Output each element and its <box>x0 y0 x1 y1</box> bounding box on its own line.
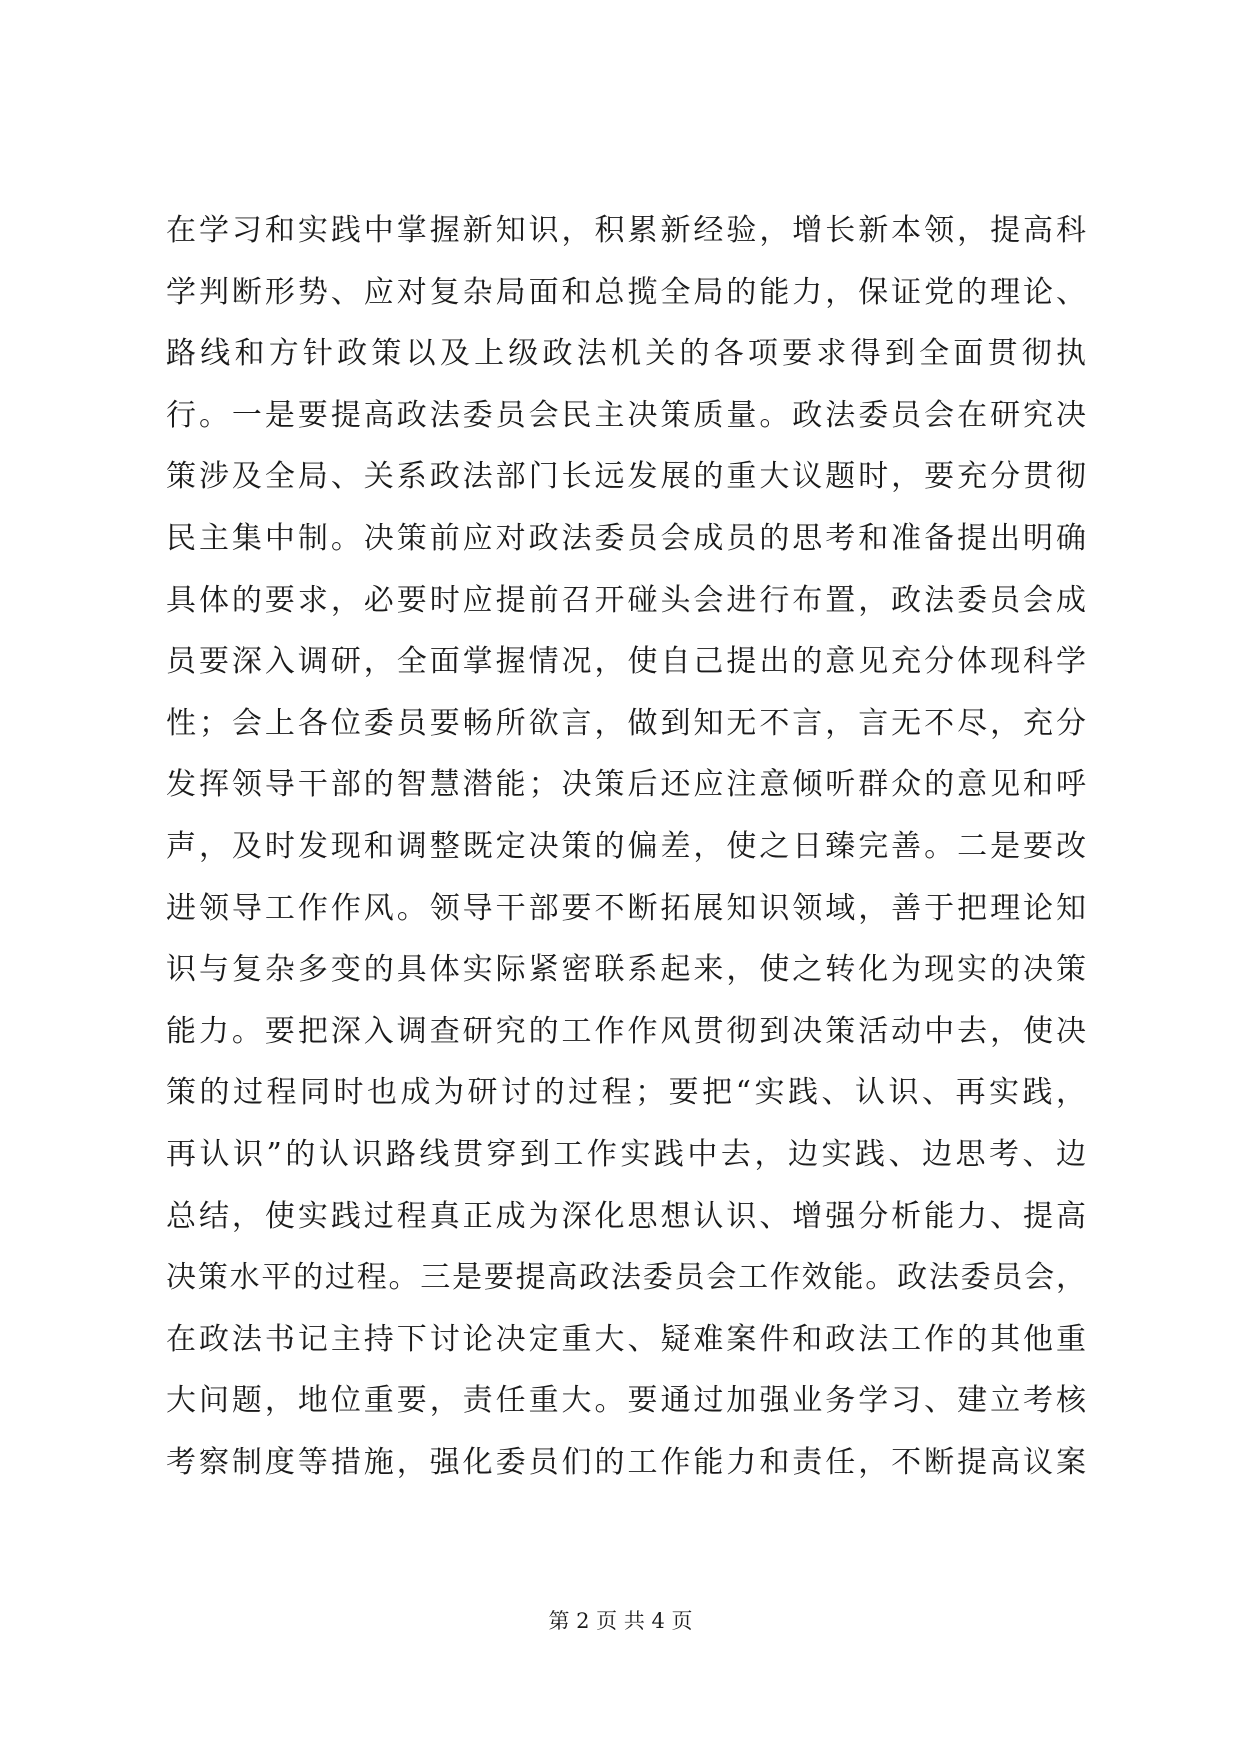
text-line: 总结，使实践过程真正成为深化思想认识、增强分析能力、提高 <box>166 1198 1086 1234</box>
text-line: 能力。要把深入调查研究的工作作风贯彻到决策活动中去，使决 <box>166 1013 1086 1049</box>
body-text <box>166 200 1086 1493</box>
text-line: 具体的要求，必要时应提前召开碰头会进行布置，政法委员会成 <box>166 582 1086 618</box>
text-line: 路线和方针政策以及上级政法机关的各项要求得到全面贯彻执 <box>166 336 1086 372</box>
text-line: 识与复杂多变的具体实际紧密联系起来，使之转化为现实的决策 <box>166 952 1086 988</box>
text-line: 再认识”的认识路线贯穿到工作实践中去，边实践、边思考、边 <box>166 1136 1086 1172</box>
text-line: 策涉及全局、关系政法部门长远发展的重大议题时，要充分贯彻 <box>166 459 1086 495</box>
text-line: 学判断形势、应对复杂局面和总揽全局的能力，保证党的理论、 <box>166 274 1086 310</box>
text-line: 性；会上各位委员要畅所欲言，做到知无不言，言无不尽，充分 <box>166 705 1086 741</box>
text-line: 在政法书记主持下讨论决定重大、疑难案件和政法工作的其他重 <box>166 1321 1086 1357</box>
page-footer: 第 2 页 共 4 页 <box>548 1609 693 1633</box>
text-line: 行。一是要提高政法委员会民主决策质量。政法委员会在研究决 <box>166 397 1086 433</box>
text-line: 民主集中制。决策前应对政法委员会成员的思考和准备提出明确 <box>166 520 1086 556</box>
text-line: 在学习和实践中掌握新知识，积累新经验，增长新本领，提高科 <box>166 213 1086 248</box>
text-line: 发挥领导干部的智慧潜能；决策后还应注意倾听群众的意见和呼 <box>166 767 1086 803</box>
text-line: 声，及时发现和调整既定决策的偏差，使之日臻完善。二是要改 <box>166 828 1086 864</box>
text-line: 进领导工作作风。领导干部要不断拓展知识领域，善于把理论知 <box>166 890 1086 926</box>
text-line: 考察制度等措施，强化委员们的工作能力和责任，不断提高议案 <box>166 1444 1086 1480</box>
text-line: 大问题，地位重要，责任重大。要通过加强业务学习、建立考核 <box>166 1383 1086 1419</box>
text-line: 策的过程同时也成为研讨的过程；要把“实践、认识、再实践， <box>166 1075 1086 1111</box>
text-line: 员要深入调研，全面掌握情况，使自己提出的意见充分体现科学 <box>166 644 1086 680</box>
text-line: 决策水平的过程。三是要提高政法委员会工作效能。政法委员会， <box>166 1260 1086 1296</box>
